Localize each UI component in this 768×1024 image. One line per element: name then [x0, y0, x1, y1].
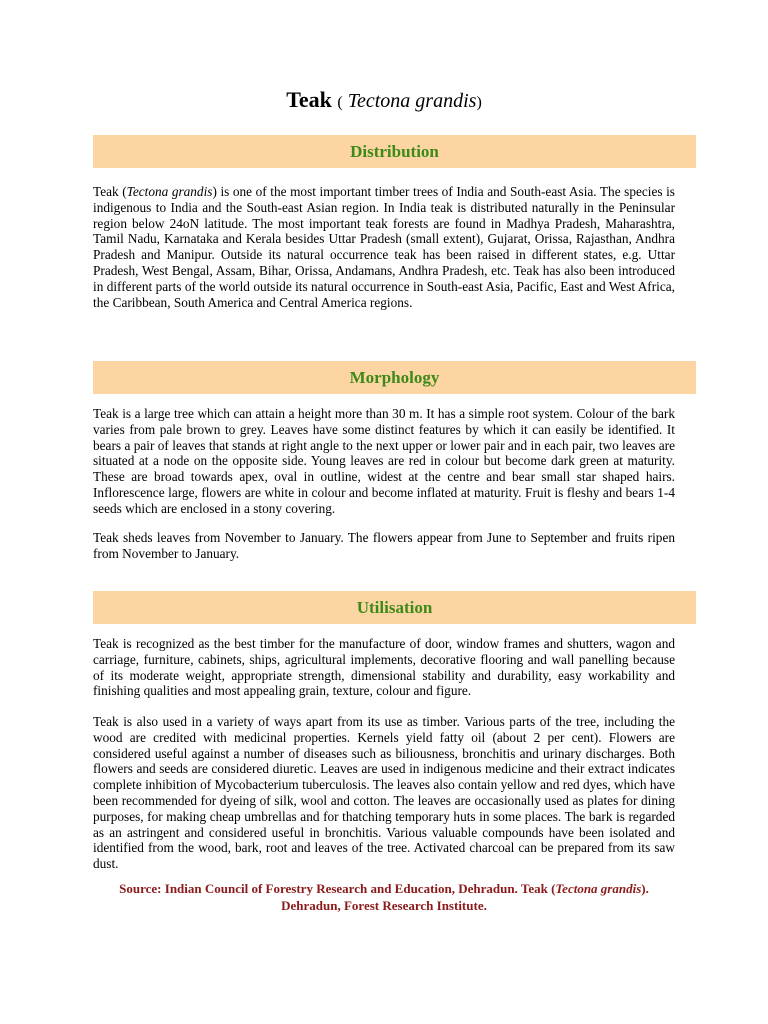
distribution-text-rest: ) is one of the most important timber trees of India and South-east Asia. The species is indigenous to India and the South-east Asian region. In India teak is distributed naturally in the Peninsular region below 24oN latitude. The most important teak forests are found in Madhya Pradesh, Maharashtra, Tamil Nadu, Karnataka and Kerala besides Uttar Pradesh (small extent), Gujarat, Orissa, Rajasthan, Andhra Pradesh and Manipur. Outside its natural occurrence teak has been raised in different states, e.g. Uttar Pradesh, West Bengal, Assam, Bihar, Orissa, Andamans, Andhra Pradesh, etc. Teak has also been introduced in different parts of the world outside its natural occurrence in South-east Asia, Pacific, East and West Africa, the Caribbean, South America and Central America regions. [93, 184, 675, 310]
page-title [0, 86, 768, 117]
title-open-paren: ( [337, 94, 343, 111]
utilisation-paragraph-2: Teak is also used in a variety of ways apart from its use as timber. Various parts of the tree, including the wood are credited with medicinal properties. Kernels yield fatty oil (about 2 per cent). Flowers are considered useful against a number of diseases such as biliousness, bronchitis and urinary discharges. Both flowers and seeds are considered diuretic. Leaves are used in indigenous medicine and their extract indicates complete inhibition of Mycobacterium tuberculosis. The leaves also contain yellow and red dyes, which have been recommended for dyeing of silk, wool and cotton. The leaves are occasionally used as plates for dining purposes, for making cheap umbrellas and for thatching temporary huts in some places. The bark is regarded as an astringent and considered useful in bronchitis. Various valuable compounds have been isolated and identified from the wood, bark, root and leaves of the tree. Activated charcoal can be prepared from its saw dust. [93, 714, 675, 872]
utilisation-heading: Utilisation [93, 591, 696, 624]
distribution-paragraph [93, 184, 675, 310]
title-scientific-name: Tectona grandis [342, 90, 477, 112]
source-scientific-name: Tectona grandis [555, 881, 642, 896]
source-citation [80, 880, 688, 914]
title-main: Teak [286, 87, 332, 112]
source-text-part1: Source: Indian Council of Forestry Research and Education, Dehradun. Teak ( [119, 881, 556, 896]
distribution-scientific-name: Tectona grandis [126, 184, 213, 199]
source-line-2: Dehradun, Forest Research Institute. [281, 898, 487, 913]
morphology-paragraph-1: Teak is a large tree which can attain a height more than 30 m. It has a simple root system. Colour of the bark varies from pale brown to grey. Leaves have some distinct features by which it can easily be identified. It bears a pair of leaves that stands at right angle to the next upper or lower pair and in each pair, two leaves are situated at a node on the opposite side. Young leaves are red in colour but become dark green at maturity. These are broad towards apex, oval in outline, widest at the centre and bear small star shaped hairs. Inflorescence large, flowers are white in colour and become inflated at maturity. Fruit is fleshy and bears 1-4 seeds which are enclosed in a stony covering. [93, 406, 675, 516]
source-text-part2: ). [641, 881, 649, 896]
utilisation-paragraph-1: Teak is recognized as the best timber for the manufacture of door, window frames and shutters, wagon and carriage, furniture, cabinets, ships, agricultural implements, decorative flooring and wall panelling because of its moderate weight, appropriate strength, dimensional stability and durability, easy workability and finishing qualities and most appealing grain, texture, colour and figure. [93, 636, 675, 699]
title-close-paren: ) [476, 94, 482, 111]
distribution-text-start: Teak ( [93, 184, 127, 199]
morphology-paragraph-2: Teak sheds leaves from November to January. The flowers appear from June to September and fruits ripen from November to January. [93, 530, 675, 561]
morphology-heading: Morphology [93, 361, 696, 394]
distribution-heading: Distribution [93, 135, 696, 168]
